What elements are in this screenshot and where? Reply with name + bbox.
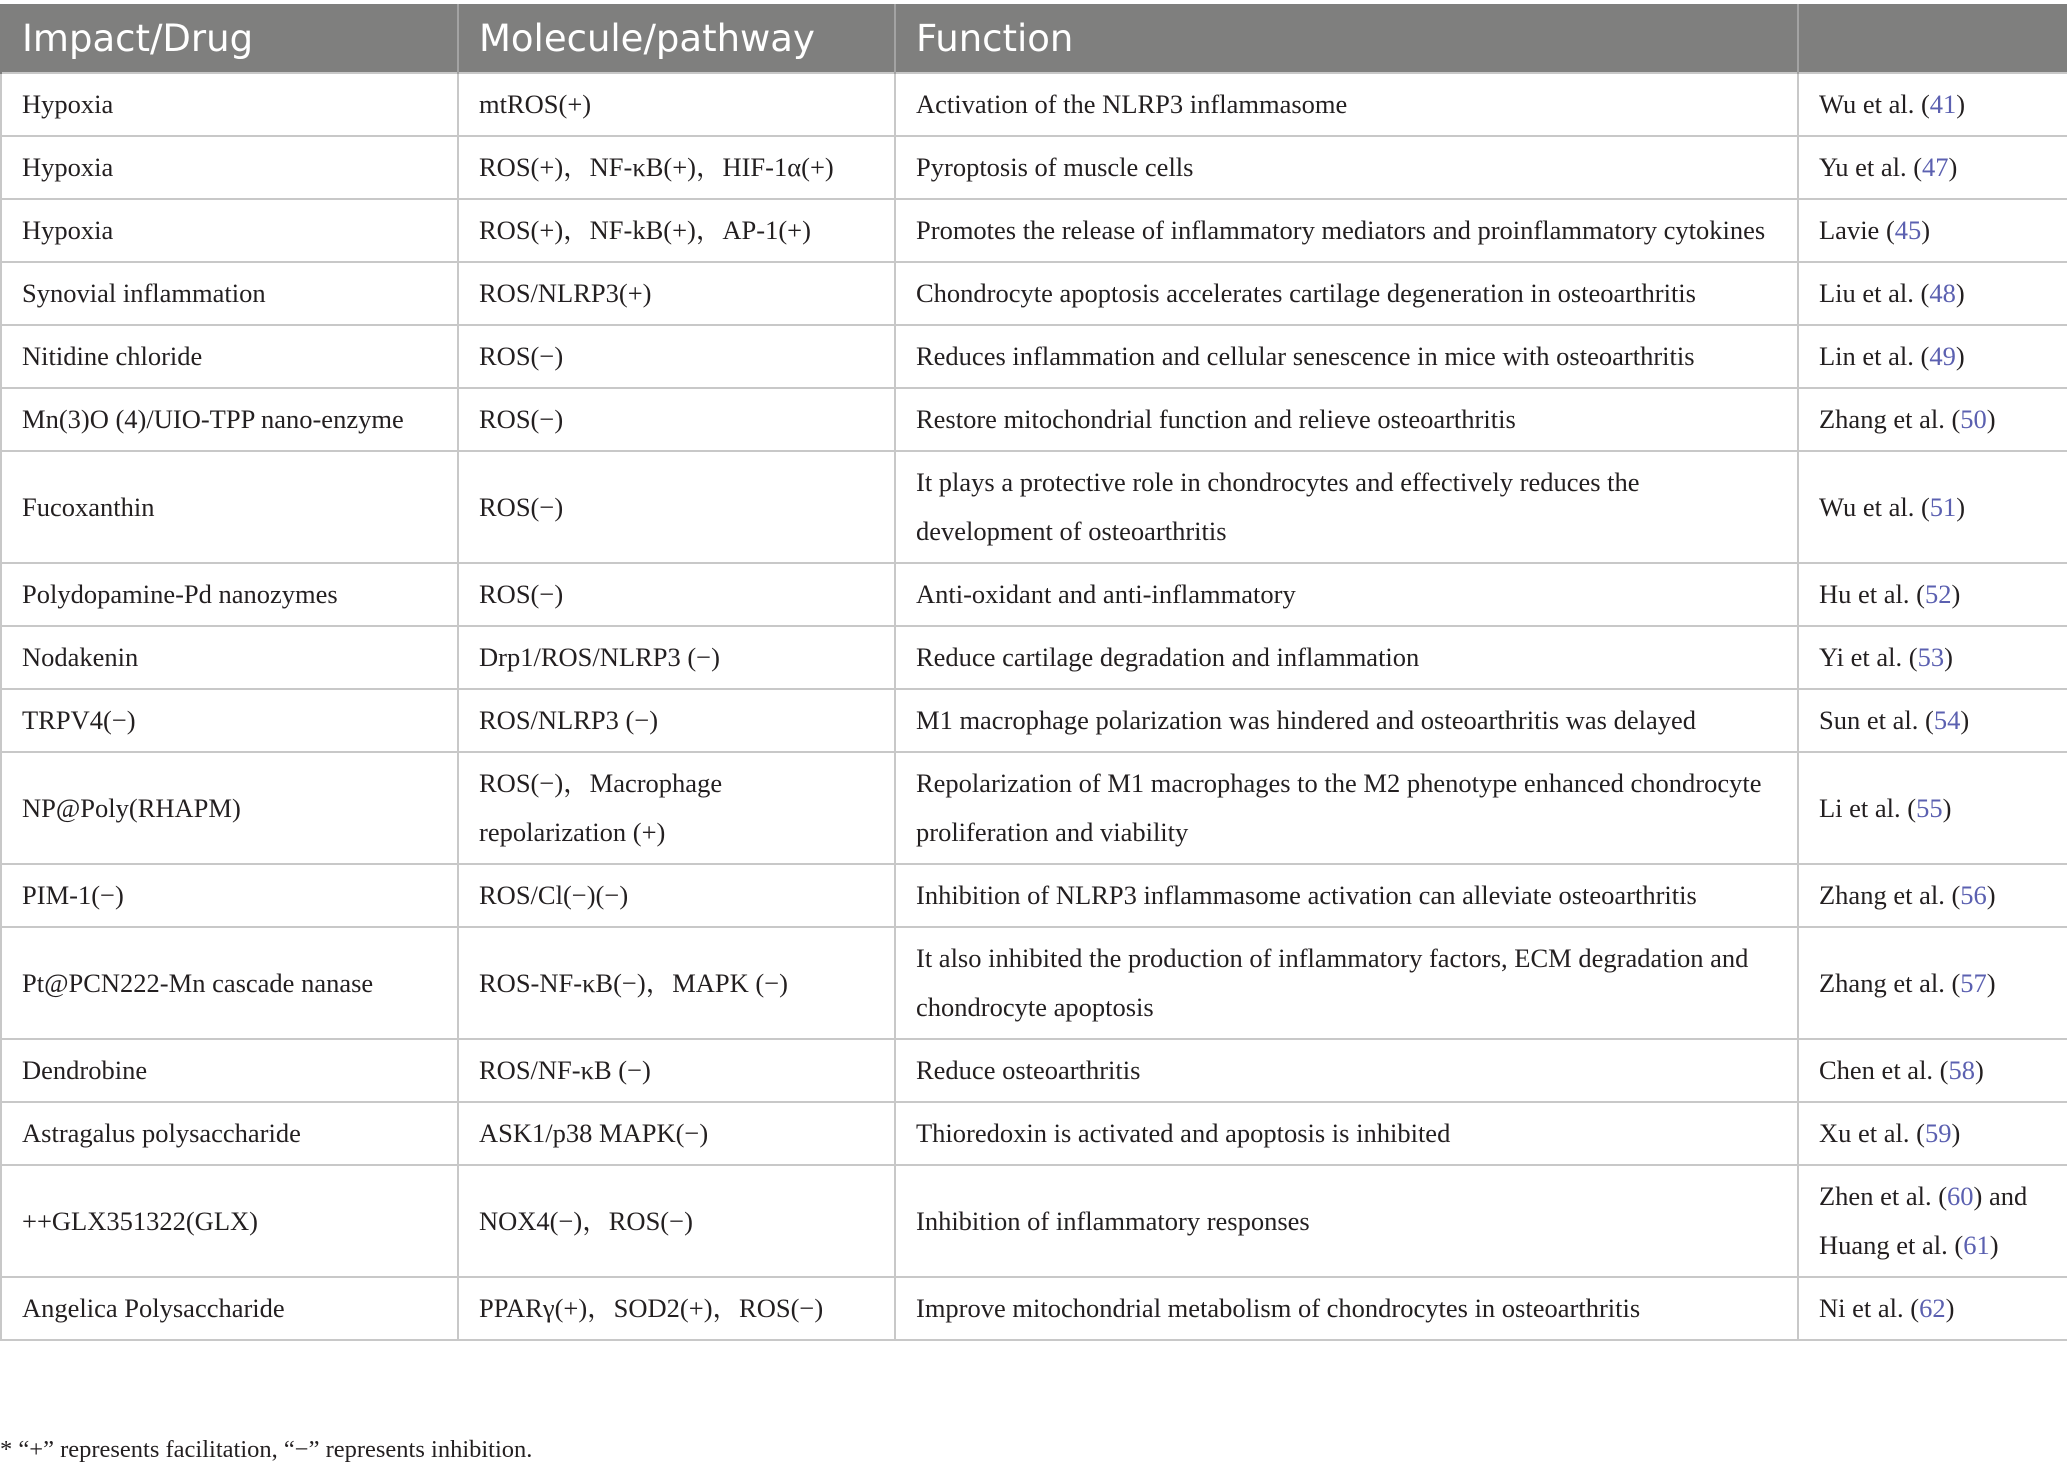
reference-tail: ) <box>1945 1293 1955 1323</box>
reference-tail: ) <box>1989 1230 1999 1260</box>
reference-link[interactable]: 62 <box>1919 1293 1946 1323</box>
reference-author: Zhen et al. ( <box>1819 1181 1948 1211</box>
cell-function: Repolarization of M1 macrophages to the M2 phenotype enhanced chondrocyte proliferation and viability <box>895 752 1798 864</box>
cell-reference <box>1798 73 2067 136</box>
table-row <box>1 1039 2067 1102</box>
cell-impact-drug: Fucoxanthin <box>1 451 458 563</box>
reference-tail: ) <box>1944 642 1953 672</box>
cell-molecule-pathway: ROS(−) <box>458 388 895 451</box>
cell-reference <box>1798 388 2067 451</box>
cell-function: Restore mitochondrial function and relieve osteoarthritis <box>895 388 1798 451</box>
cell-impact-drug: Dendrobine <box>1 1039 458 1102</box>
cell-molecule-pathway: ROS/NF-κB (−) <box>458 1039 895 1102</box>
cell-impact-drug: Nodakenin <box>1 626 458 689</box>
cell-impact-drug: Astragalus polysaccharide <box>1 1102 458 1165</box>
cell-function: It also inhibited the production of inflammatory factors, ECM degradation and chondrocyte apoptosis <box>895 927 1798 1039</box>
reference-link[interactable]: 55 <box>1916 792 1943 823</box>
cell-molecule-pathway: PPARγ(+)，SOD2(+)，ROS(−) <box>458 1277 895 1340</box>
cell-function: Reduces inflammation and cellular senescence in mice with osteoarthritis <box>895 325 1798 388</box>
table-row <box>1 752 2067 864</box>
reference-link[interactable]: 54 <box>1933 705 1961 735</box>
cell-function: Anti-oxidant and anti-inflammatory <box>895 563 1798 626</box>
header-row <box>1 4 2067 73</box>
reference-tail: ) <box>1921 215 1931 245</box>
cell-molecule-pathway: mtROS(+) <box>458 73 895 136</box>
reference-author: Huang et al. ( <box>1819 1230 1964 1260</box>
table-row <box>1 563 2067 626</box>
cell-reference <box>1798 1039 2067 1102</box>
cell-molecule-pathway: ROS(−) <box>458 325 895 388</box>
reference-link[interactable]: 47 <box>1922 152 1949 182</box>
cell-molecule-pathway: NOX4(−)，ROS(−) <box>458 1165 895 1277</box>
reference-author: Wu et al. ( <box>1819 491 1930 522</box>
cell-impact-drug: Hypoxia <box>1 73 458 136</box>
cell-molecule-pathway: ASK1/p38 MAPK(−) <box>458 1102 895 1165</box>
cell-impact-drug: TRPV4(−) <box>1 689 458 752</box>
cell-molecule-pathway: ROS(+)，NF-kB(+)，AP-1(+) <box>458 199 895 262</box>
reference-link[interactable]: 56 <box>1960 880 1987 910</box>
cell-reference <box>1798 1277 2067 1340</box>
cell-impact-drug: Nitidine chloride <box>1 325 458 388</box>
cell-molecule-pathway: ROS(−)，Macrophage repolarization (+) <box>458 752 895 864</box>
cell-impact-drug: Polydopamine-Pd nanozymes <box>1 563 458 626</box>
table-container <box>0 4 2067 1341</box>
reference-link[interactable]: 59 <box>1924 1118 1952 1148</box>
cell-impact-drug: PIM-1(−) <box>1 864 458 927</box>
cell-molecule-pathway: ROS/NLRP3(+) <box>458 262 895 325</box>
reference-tail: ) <box>1956 491 1966 522</box>
reference-author: Yu et al. ( <box>1819 152 1923 182</box>
cell-reference <box>1798 1102 2067 1165</box>
reference-author: Sun et al. ( <box>1819 705 1934 735</box>
cell-reference <box>1798 927 2067 1039</box>
table-row <box>1 136 2067 199</box>
cell-molecule-pathway: ROS-NF-κB(−)，MAPK (−) <box>458 927 895 1039</box>
cell-impact-drug: Angelica Polysaccharide <box>1 1277 458 1340</box>
cell-reference <box>1798 752 2067 864</box>
reference-link[interactable]: 60 <box>1947 1181 1974 1211</box>
header-function: Function <box>895 4 1798 73</box>
cell-impact-drug: Mn(3)O (4)/UIO-TPP nano-enzyme <box>1 388 458 451</box>
reference-tail: ) <box>1951 1118 1961 1148</box>
cell-impact-drug: Pt@PCN222-Mn cascade nanase <box>1 927 458 1039</box>
reference-link[interactable]: 51 <box>1929 491 1957 522</box>
cell-function: M1 macrophage polarization was hindered and osteoarthritis was delayed <box>895 689 1798 752</box>
reference-author: Yi et al. ( <box>1819 642 1918 672</box>
cell-function: Reduce osteoarthritis <box>895 1039 1798 1102</box>
header-impact-drug: Impact/Drug <box>1 4 458 73</box>
reference-link[interactable]: 61 <box>1963 1230 1990 1260</box>
data-table <box>0 4 2067 1341</box>
reference-author: Ni et al. ( <box>1819 1293 1920 1323</box>
reference-tail: ) <box>1986 404 1996 434</box>
cell-function: Chondrocyte apoptosis accelerates cartilage degeneration in osteoarthritis <box>895 262 1798 325</box>
reference-tail: ) <box>1955 278 1965 308</box>
cell-molecule-pathway: ROS(−) <box>458 563 895 626</box>
reference-tail: ) and <box>1973 1181 2028 1211</box>
reference-tail: ) <box>1986 880 1996 910</box>
header-molecule-pathway: Molecule/pathway <box>458 4 895 73</box>
cell-impact-drug: NP@Poly(RHAPM) <box>1 752 458 864</box>
cell-function: Thioredoxin is activated and apoptosis is inhibited <box>895 1102 1798 1165</box>
table-row <box>1 451 2067 563</box>
reference-author: Li et al. ( <box>1819 792 1917 823</box>
cell-impact-drug: Hypoxia <box>1 136 458 199</box>
cell-reference <box>1798 689 2067 752</box>
table-row <box>1 1102 2067 1165</box>
reference-tail: ) <box>1942 792 1952 823</box>
reference-author: Wu et al. ( <box>1819 89 1930 119</box>
cell-reference <box>1798 563 2067 626</box>
reference-tail: ) <box>1975 1055 1984 1085</box>
cell-function: Reduce cartilage degradation and inflammation <box>895 626 1798 689</box>
table-footnote: * “+” represents facilitation, “−” represents inhibition. <box>0 1436 533 1463</box>
cell-reference <box>1798 864 2067 927</box>
cell-impact-drug: Hypoxia <box>1 199 458 262</box>
table-row <box>1 626 2067 689</box>
cell-reference <box>1798 325 2067 388</box>
reference-tail: ) <box>1960 705 1970 735</box>
cell-reference <box>1798 262 2067 325</box>
cell-molecule-pathway: ROS(+)，NF-κB(+)，HIF-1α(+) <box>458 136 895 199</box>
cell-reference <box>1798 451 2067 563</box>
cell-molecule-pathway: ROS/Cl(−)(−) <box>458 864 895 927</box>
reference-link[interactable]: 57 <box>1960 967 1987 998</box>
reference-link[interactable]: 58 <box>1948 1055 1976 1085</box>
cell-function: Inhibition of inflammatory responses <box>895 1165 1798 1277</box>
reference-author: Zhang et al. ( <box>1819 967 1961 998</box>
cell-reference <box>1798 136 2067 199</box>
table-row <box>1 262 2067 325</box>
cell-function: Activation of the NLRP3 inflammasome <box>895 73 1798 136</box>
cell-function: Promotes the release of inflammatory mediators and proinflammatory cytokines <box>895 199 1798 262</box>
cell-impact-drug: Synovial inflammation <box>1 262 458 325</box>
table-row <box>1 1165 2067 1277</box>
reference-link[interactable]: 50 <box>1960 404 1987 434</box>
reference-author: Liu et al. ( <box>1819 278 1930 308</box>
reference-link[interactable]: 52 <box>1924 579 1952 609</box>
cell-reference <box>1798 626 2067 689</box>
reference-author: Lavie ( <box>1819 215 1895 245</box>
reference-link[interactable]: 41 <box>1929 89 1957 119</box>
table-row <box>1 73 2067 136</box>
cell-function: Inhibition of NLRP3 inflammasome activation can alleviate osteoarthritis <box>895 864 1798 927</box>
table-row <box>1 325 2067 388</box>
reference-author: Zhang et al. ( <box>1819 880 1961 910</box>
cell-function: It plays a protective role in chondrocytes and effectively reduces the development of osteoarthritis <box>895 451 1798 563</box>
cell-molecule-pathway: Drp1/ROS/NLRP3 (−) <box>458 626 895 689</box>
reference-author: Zhang et al. ( <box>1819 404 1961 434</box>
reference-author: Chen et al. ( <box>1819 1055 1949 1085</box>
reference-link[interactable]: 45 <box>1894 215 1922 245</box>
header-reference <box>1798 4 2067 73</box>
reference-link[interactable]: 49 <box>1929 341 1956 371</box>
table-row <box>1 864 2067 927</box>
cell-reference <box>1798 1165 2067 1277</box>
reference-tail: ) <box>1948 152 1958 182</box>
table-row <box>1 199 2067 262</box>
reference-tail: ) <box>1956 89 1966 119</box>
reference-author: Hu et al. ( <box>1819 579 1925 609</box>
cell-impact-drug: ++GLX351322(GLX) <box>1 1165 458 1277</box>
reference-author: Lin et al. ( <box>1819 341 1930 371</box>
table-row <box>1 689 2067 752</box>
cell-molecule-pathway: ROS(−) <box>458 451 895 563</box>
table-row <box>1 1277 2067 1340</box>
reference-link[interactable]: 53 <box>1917 642 1945 672</box>
reference-author: Xu et al. ( <box>1819 1118 1925 1148</box>
reference-tail: ) <box>1955 341 1965 371</box>
reference-tail: ) <box>1951 579 1961 609</box>
cell-reference <box>1798 199 2067 262</box>
reference-link[interactable]: 48 <box>1929 278 1956 308</box>
cell-function: Improve mitochondrial metabolism of chondrocytes in osteoarthritis <box>895 1277 1798 1340</box>
cell-function: Pyroptosis of muscle cells <box>895 136 1798 199</box>
table-row <box>1 388 2067 451</box>
table-row <box>1 927 2067 1039</box>
cell-molecule-pathway: ROS/NLRP3 (−) <box>458 689 895 752</box>
reference-tail: ) <box>1986 967 1996 998</box>
